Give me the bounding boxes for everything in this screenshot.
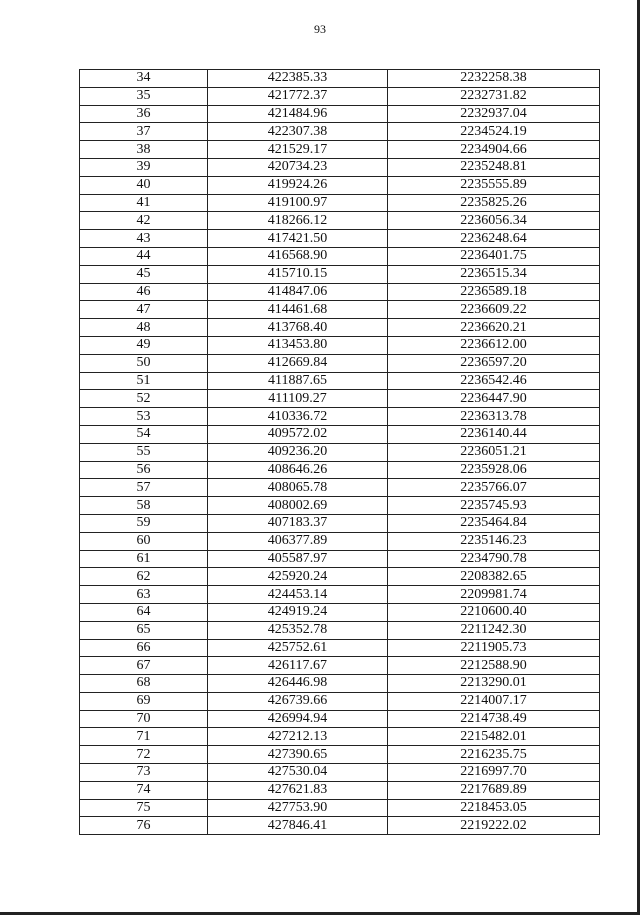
x-coordinate-cell: 416568.90	[208, 247, 388, 265]
point-number-cell: 73	[80, 764, 208, 782]
x-coordinate-cell: 427621.83	[208, 781, 388, 799]
x-coordinate-cell: 424453.14	[208, 586, 388, 604]
table-row	[80, 817, 600, 835]
x-coordinate-cell: 426994.94	[208, 710, 388, 728]
y-coordinate-cell: 2210600.40	[388, 603, 600, 621]
table-row	[80, 586, 600, 604]
y-coordinate-cell: 2212588.90	[388, 657, 600, 675]
x-coordinate-cell: 408002.69	[208, 497, 388, 515]
y-coordinate-cell: 2236597.20	[388, 354, 600, 372]
y-coordinate-cell: 2217689.89	[388, 781, 600, 799]
y-coordinate-cell: 2236612.00	[388, 336, 600, 354]
y-coordinate-cell: 2216997.70	[388, 764, 600, 782]
x-coordinate-cell: 406377.89	[208, 532, 388, 550]
y-coordinate-cell: 2236542.46	[388, 372, 600, 390]
y-coordinate-cell: 2236248.64	[388, 230, 600, 248]
table-row	[80, 123, 600, 141]
point-number-cell: 39	[80, 158, 208, 176]
y-coordinate-cell: 2236609.22	[388, 301, 600, 319]
x-coordinate-cell: 426117.67	[208, 657, 388, 675]
y-coordinate-cell: 2235146.23	[388, 532, 600, 550]
x-coordinate-cell: 425752.61	[208, 639, 388, 657]
y-coordinate-cell: 2234904.66	[388, 141, 600, 159]
y-coordinate-cell: 2211905.73	[388, 639, 600, 657]
point-number-cell: 58	[80, 497, 208, 515]
table-row	[80, 372, 600, 390]
point-number-cell: 41	[80, 194, 208, 212]
table-row	[80, 692, 600, 710]
point-number-cell: 49	[80, 336, 208, 354]
point-number-cell: 70	[80, 710, 208, 728]
table-row	[80, 497, 600, 515]
y-coordinate-cell: 2236620.21	[388, 319, 600, 337]
y-coordinate-cell: 2211242.30	[388, 621, 600, 639]
y-coordinate-cell: 2232731.82	[388, 87, 600, 105]
point-number-cell: 65	[80, 621, 208, 639]
table-row	[80, 336, 600, 354]
table-row	[80, 568, 600, 586]
x-coordinate-cell: 421772.37	[208, 87, 388, 105]
page-number: 93	[314, 22, 326, 36]
point-number-cell: 57	[80, 479, 208, 497]
point-number-cell: 66	[80, 639, 208, 657]
table-row	[80, 728, 600, 746]
point-number-cell: 60	[80, 532, 208, 550]
x-coordinate-cell: 426446.98	[208, 675, 388, 693]
table-row	[80, 799, 600, 817]
point-number-cell: 37	[80, 123, 208, 141]
x-coordinate-cell: 415710.15	[208, 265, 388, 283]
point-number-cell: 34	[80, 70, 208, 88]
x-coordinate-cell: 409236.20	[208, 443, 388, 461]
table-row	[80, 675, 600, 693]
x-coordinate-cell: 411887.65	[208, 372, 388, 390]
point-number-cell: 68	[80, 675, 208, 693]
y-coordinate-cell: 2235555.89	[388, 176, 600, 194]
y-coordinate-cell: 2236140.44	[388, 425, 600, 443]
y-coordinate-cell: 2235766.07	[388, 479, 600, 497]
table-row	[80, 550, 600, 568]
y-coordinate-cell: 2236313.78	[388, 408, 600, 426]
point-number-cell: 48	[80, 319, 208, 337]
x-coordinate-cell: 420734.23	[208, 158, 388, 176]
y-coordinate-cell: 2235825.26	[388, 194, 600, 212]
y-coordinate-cell: 2236515.34	[388, 265, 600, 283]
y-coordinate-cell: 2236589.18	[388, 283, 600, 301]
x-coordinate-cell: 413768.40	[208, 319, 388, 337]
y-coordinate-cell: 2235928.06	[388, 461, 600, 479]
coordinates-table	[79, 69, 600, 835]
table-row	[80, 532, 600, 550]
table-row	[80, 265, 600, 283]
x-coordinate-cell: 425920.24	[208, 568, 388, 586]
point-number-cell: 64	[80, 603, 208, 621]
x-coordinate-cell: 419924.26	[208, 176, 388, 194]
y-coordinate-cell: 2236056.34	[388, 212, 600, 230]
table-row	[80, 212, 600, 230]
y-coordinate-cell: 2219222.02	[388, 817, 600, 835]
table-row	[80, 230, 600, 248]
table-row	[80, 319, 600, 337]
y-coordinate-cell: 2236051.21	[388, 443, 600, 461]
point-number-cell: 46	[80, 283, 208, 301]
x-coordinate-cell: 412669.84	[208, 354, 388, 372]
y-coordinate-cell: 2216235.75	[388, 746, 600, 764]
point-number-cell: 47	[80, 301, 208, 319]
point-number-cell: 69	[80, 692, 208, 710]
table-row	[80, 194, 600, 212]
table-row	[80, 247, 600, 265]
point-number-cell: 72	[80, 746, 208, 764]
point-number-cell: 43	[80, 230, 208, 248]
table-row	[80, 514, 600, 532]
x-coordinate-cell: 426739.66	[208, 692, 388, 710]
table-row	[80, 283, 600, 301]
y-coordinate-cell: 2236447.90	[388, 390, 600, 408]
x-coordinate-cell: 411109.27	[208, 390, 388, 408]
x-coordinate-cell: 421529.17	[208, 141, 388, 159]
y-coordinate-cell: 2235464.84	[388, 514, 600, 532]
y-coordinate-cell: 2209981.74	[388, 586, 600, 604]
y-coordinate-cell: 2213290.01	[388, 675, 600, 693]
table-row	[80, 781, 600, 799]
point-number-cell: 54	[80, 425, 208, 443]
point-number-cell: 55	[80, 443, 208, 461]
y-coordinate-cell: 2236401.75	[388, 247, 600, 265]
point-number-cell: 35	[80, 87, 208, 105]
table-row	[80, 301, 600, 319]
table-row	[80, 603, 600, 621]
point-number-cell: 71	[80, 728, 208, 746]
y-coordinate-cell: 2214007.17	[388, 692, 600, 710]
table-row	[80, 657, 600, 675]
point-number-cell: 53	[80, 408, 208, 426]
point-number-cell: 44	[80, 247, 208, 265]
x-coordinate-cell: 417421.50	[208, 230, 388, 248]
table-row	[80, 141, 600, 159]
y-coordinate-cell: 2218453.05	[388, 799, 600, 817]
point-number-cell: 50	[80, 354, 208, 372]
table-row	[80, 710, 600, 728]
point-number-cell: 45	[80, 265, 208, 283]
x-coordinate-cell: 414461.68	[208, 301, 388, 319]
x-coordinate-cell: 427390.65	[208, 746, 388, 764]
point-number-cell: 56	[80, 461, 208, 479]
table-row	[80, 639, 600, 657]
x-coordinate-cell: 419100.97	[208, 194, 388, 212]
table-row	[80, 764, 600, 782]
x-coordinate-cell: 408065.78	[208, 479, 388, 497]
x-coordinate-cell: 407183.37	[208, 514, 388, 532]
x-coordinate-cell: 427846.41	[208, 817, 388, 835]
x-coordinate-cell: 422307.38	[208, 123, 388, 141]
point-number-cell: 61	[80, 550, 208, 568]
y-coordinate-cell: 2235745.93	[388, 497, 600, 515]
y-coordinate-cell: 2234524.19	[388, 123, 600, 141]
x-coordinate-cell: 427212.13	[208, 728, 388, 746]
table-row	[80, 461, 600, 479]
y-coordinate-cell: 2215482.01	[388, 728, 600, 746]
coordinates-table-body	[80, 70, 600, 835]
point-number-cell: 59	[80, 514, 208, 532]
point-number-cell: 76	[80, 817, 208, 835]
x-coordinate-cell: 422385.33	[208, 70, 388, 88]
table-row	[80, 621, 600, 639]
point-number-cell: 63	[80, 586, 208, 604]
x-coordinate-cell: 413453.80	[208, 336, 388, 354]
table-row	[80, 105, 600, 123]
y-coordinate-cell: 2232258.38	[388, 70, 600, 88]
point-number-cell: 62	[80, 568, 208, 586]
x-coordinate-cell: 414847.06	[208, 283, 388, 301]
x-coordinate-cell: 405587.97	[208, 550, 388, 568]
point-number-cell: 36	[80, 105, 208, 123]
table-row	[80, 408, 600, 426]
point-number-cell: 42	[80, 212, 208, 230]
point-number-cell: 51	[80, 372, 208, 390]
point-number-cell: 52	[80, 390, 208, 408]
y-coordinate-cell: 2214738.49	[388, 710, 600, 728]
x-coordinate-cell: 427530.04	[208, 764, 388, 782]
x-coordinate-cell: 409572.02	[208, 425, 388, 443]
point-number-cell: 40	[80, 176, 208, 194]
x-coordinate-cell: 408646.26	[208, 461, 388, 479]
point-number-cell: 74	[80, 781, 208, 799]
y-coordinate-cell: 2232937.04	[388, 105, 600, 123]
point-number-cell: 75	[80, 799, 208, 817]
x-coordinate-cell: 425352.78	[208, 621, 388, 639]
table-row	[80, 176, 600, 194]
table-row	[80, 479, 600, 497]
x-coordinate-cell: 410336.72	[208, 408, 388, 426]
point-number-cell: 38	[80, 141, 208, 159]
table-row	[80, 158, 600, 176]
table-row	[80, 746, 600, 764]
table-row	[80, 443, 600, 461]
table-row	[80, 70, 600, 88]
table-row	[80, 425, 600, 443]
point-number-cell: 67	[80, 657, 208, 675]
x-coordinate-cell: 427753.90	[208, 799, 388, 817]
x-coordinate-cell: 424919.24	[208, 603, 388, 621]
x-coordinate-cell: 421484.96	[208, 105, 388, 123]
table-row	[80, 87, 600, 105]
table-row	[80, 354, 600, 372]
y-coordinate-cell: 2234790.78	[388, 550, 600, 568]
y-coordinate-cell: 2235248.81	[388, 158, 600, 176]
x-coordinate-cell: 418266.12	[208, 212, 388, 230]
y-coordinate-cell: 2208382.65	[388, 568, 600, 586]
table-row	[80, 390, 600, 408]
